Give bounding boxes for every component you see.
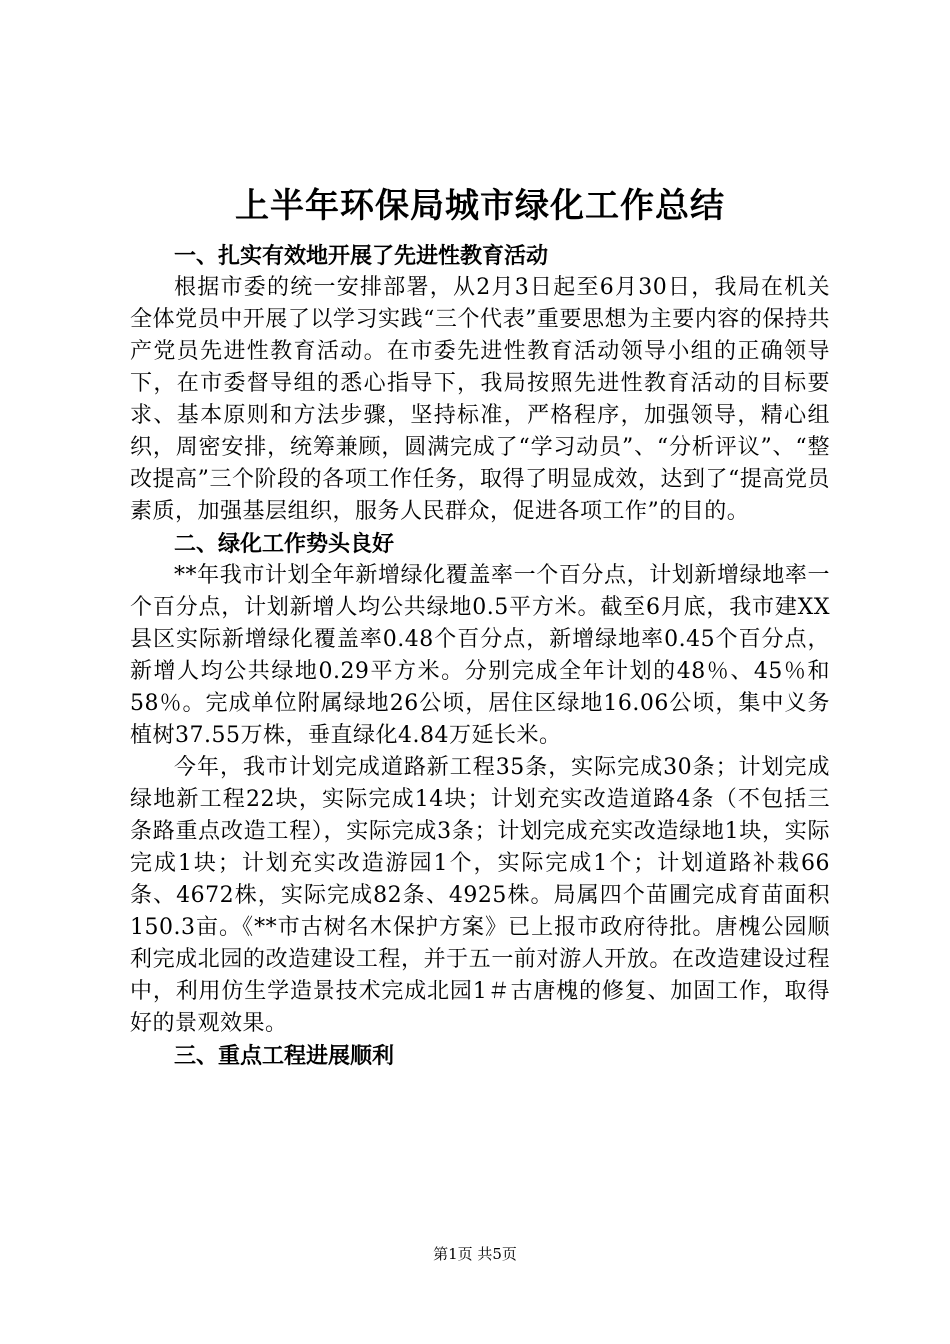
page-indicator: 第1页 共5页	[433, 1245, 517, 1263]
section-2-paragraph-1: **年我市计划全年新增绿化覆盖率一个百分点，计划新增绿地率一个百分点，计划新增人均公共绿地0.5平方米。截至6月底，我市建XX县区实际新增绿化覆盖率0.48个百分点，新增绿地率0.45个百分点，新增人均公共绿地0.29平方米。分别完成全年计划的48％、45％和58％。完成单位附属绿地26公顷，居住区绿地16.06公顷，集中义务植树37.55万株，垂直绿化4.84万延长米。	[130, 563, 830, 748]
document-page	[130, 178, 830, 1072]
document-title: 上半年环保局城市绿化工作总结	[235, 186, 725, 226]
page-footer	[0, 1243, 950, 1265]
section-1-paragraph-1: 根据市委的统一安排部署，从2月3日起至6月30日，我局在机关全体党员中开展了以学习实践“三个代表”重要思想为主要内容的保持共产党员先进性教育活动。在市委先进性教育活动领导小组的正确领导下，在市委督导组的悉心指导下，我局按照先进性教育活动的目标要求、基本原则和方法步骤，坚持标准，严格程序，加强领导，精心组织，周密安排，统筹兼顾，圆满完成了“学习动员”、“分析评议”、“整改提高”三个阶段的各项工作任务，取得了明显成效，达到了“提高党员素质，加强基层组织，服务人民群众，促进各项工作”的目的。	[130, 275, 830, 524]
section-2-paragraph-2: 今年，我市计划完成道路新工程35条，实际完成30条；计划完成绿地新工程22块，实际完成14块；计划充实改造道路4条（不包括三条路重点改造工程），实际完成3条；计划完成充实改造绿地1块，实际完成1块；计划充实改造游园1个，实际完成1个；计划道路补栽66条、4672株，实际完成82条、4925株。局属四个苗圃完成育苗面积150.3亩。《**市古树名木保护方案》已上报市政府待批。唐槐公园顺利完成北园的改造建设工程，并于五一前对游人开放。在改造建设过程中，利用仿生学造景技术完成北园1＃古唐槐的修复、加固工作，取得好的景观效果。	[130, 755, 830, 1036]
section-heading-2: 二、绿化工作势头良好	[174, 531, 395, 557]
section-heading-1: 一、扎实有效地开展了先进性教育活动	[174, 243, 549, 269]
section-heading-3: 三、重点工程进展顺利	[174, 1043, 395, 1069]
